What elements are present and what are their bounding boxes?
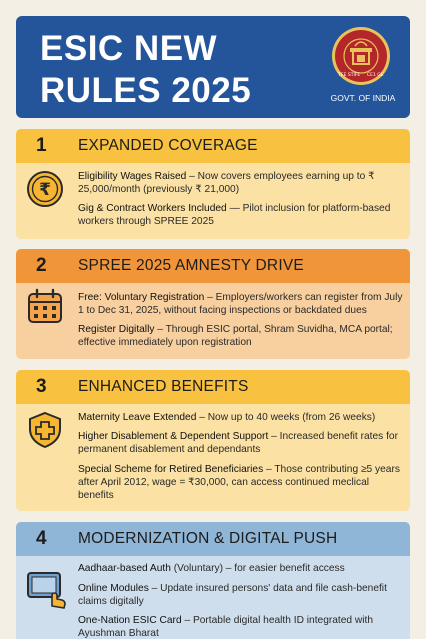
item-text: – Now up to 40 weeks (from 26 weeks) (196, 412, 376, 423)
item-text: (Voluntary) – for easier benefit access (170, 563, 345, 574)
list-item (78, 614, 404, 639)
item-heading: Gig & Contract Workers Included (78, 203, 227, 214)
section-title: ENHANCED BENEFITS (78, 378, 249, 395)
calendar-icon (25, 287, 65, 327)
list-item (78, 170, 404, 196)
item-text: – Through ESIC portal, Shram Suvidha, MCA portal; effective immediately upon registration (78, 324, 393, 348)
section-modernization (16, 522, 410, 639)
list-item (78, 411, 404, 424)
emblem-text-right: CE1 GE (367, 73, 384, 78)
list-item (78, 291, 404, 317)
page-title (40, 28, 251, 112)
list-item (78, 562, 404, 575)
item-heading: Register Digitally (78, 324, 155, 335)
section-header (16, 370, 410, 404)
item-text: – Increased benefit rates for permanent disablement and dependants (78, 431, 398, 455)
item-text: – Portable digital health ID integrated with Ayushman Bharat (78, 615, 374, 639)
section-header (16, 249, 410, 283)
section-spree-amnesty (16, 249, 410, 359)
title-line-1: ESIC NEW (40, 29, 218, 68)
item-text: – Those contributing ≥5 years after April 2012, wage = ₹30,000, can access continued meclical benefits (78, 464, 400, 501)
item-heading: Eligibility Wages Raised (78, 171, 187, 182)
item-heading: Aadhaar-based Auth (78, 563, 171, 574)
item-text: – Now covers employees earning up to ₹ 25,000/month (previously ₹ 21,000) (78, 171, 375, 195)
section-header (16, 129, 410, 163)
item-text: – Update insured persons' data and file cash-benefit claims digitally (78, 583, 387, 607)
title-line-2: RULES 2025 (40, 71, 252, 110)
tablet-touch-icon (25, 570, 69, 610)
list-item (78, 463, 404, 502)
section-expanded-coverage (16, 129, 410, 239)
section-enhanced-benefits (16, 370, 410, 511)
item-heading: Higher Disablement & Dependent Support (78, 431, 269, 442)
item-heading: Special Scheme for Retired Beneficiaries (78, 464, 264, 475)
section-title: EXPANDED COVERAGE (78, 137, 258, 154)
item-heading: Maternity Leave Extended (78, 412, 197, 423)
section-number: 2 (36, 255, 47, 276)
section-title: SPREE 2025 AMNESTY DRIVE (78, 257, 304, 274)
section-number: 1 (36, 135, 47, 156)
medical-shield-icon (25, 410, 65, 450)
item-heading: One-Nation ESIC Card (78, 615, 182, 626)
item-heading: Online Modules (78, 583, 149, 594)
rupee-coin-icon (25, 169, 65, 209)
header-banner (16, 16, 410, 118)
svg-text:₹: ₹ (39, 180, 51, 200)
esic-logo-icon (331, 26, 391, 86)
section-title: MODERNIZATION & DIGITAL PUSH (78, 530, 338, 547)
item-text: – Employers/workers can register from July 1 to Dec 31, 2025, without facing inspections or backdated dues (78, 292, 403, 316)
list-item (78, 202, 404, 228)
list-item (78, 430, 404, 456)
emblem-text-left: TEE STIFE (338, 73, 361, 78)
section-header (16, 522, 410, 556)
section-number: 3 (36, 376, 47, 397)
govt-label: GOVT. OF INDIA (330, 93, 396, 103)
section-number: 4 (36, 528, 47, 549)
item-text: — Pilot inclusion for platform-based workers through SPREE 2025 (78, 203, 391, 227)
list-item (78, 582, 404, 608)
item-heading: Free: Voluntary Registration (78, 292, 205, 303)
list-item (78, 323, 404, 349)
